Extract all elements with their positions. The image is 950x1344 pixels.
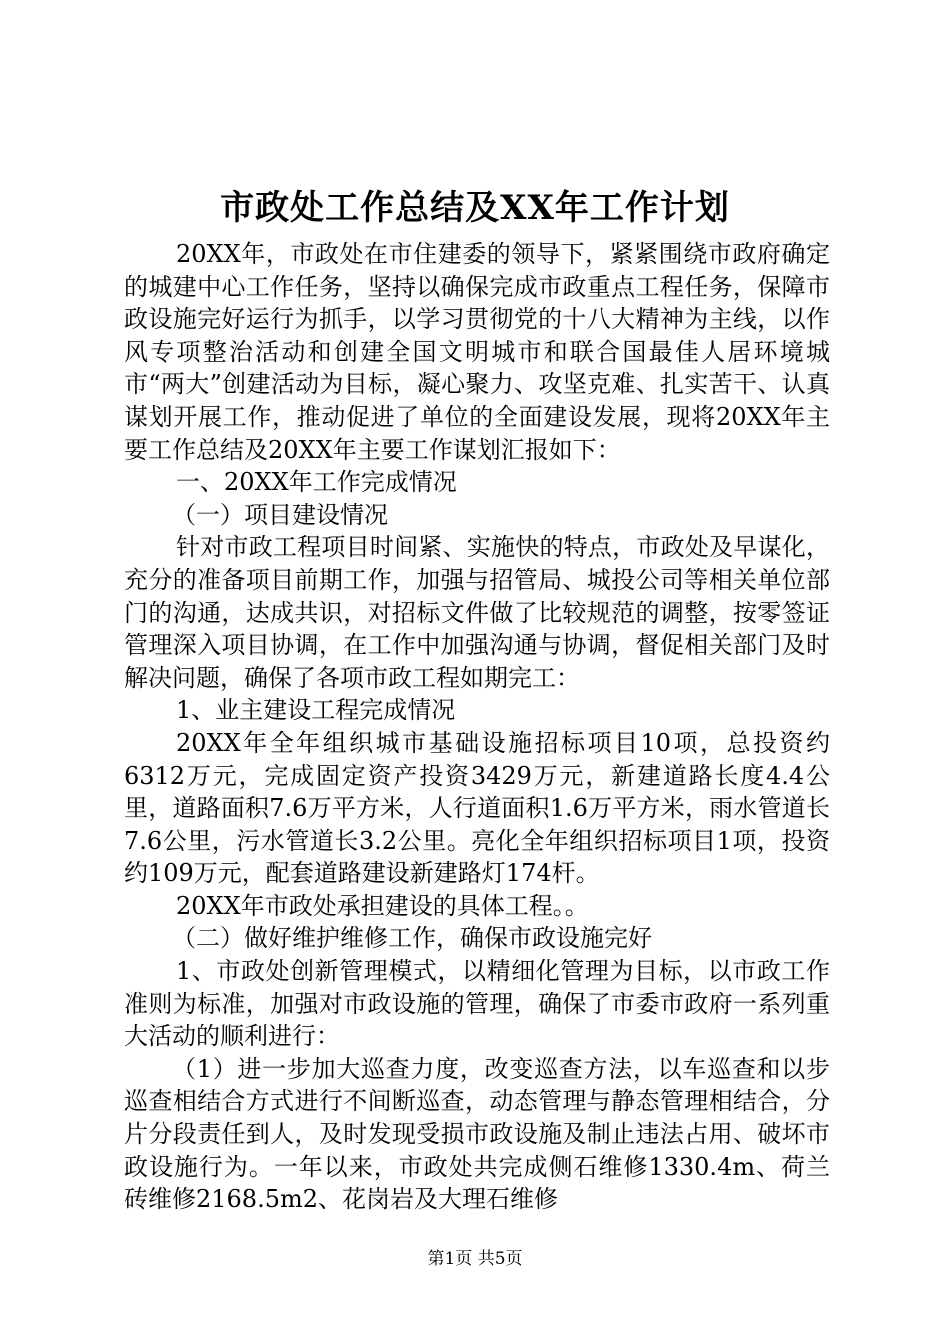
document-title: 市政处工作总结及XX年工作计划 — [220, 188, 730, 228]
page-footer: 第1页 共5页 — [427, 1249, 523, 1269]
document-body — [124, 238, 830, 1216]
section-heading-1: 一、20XX年工作完成情况 — [176, 468, 457, 497]
subsection-heading-2: （二）做好维护维修工作，确保市政设施完好 — [172, 924, 652, 953]
statistics-paragraph: 20XX年全年组织城市基础设施招标项目10项，总投资约6312万元，完成固定资产投资3429万元，新建道路长度4.4公里，道路面积7.6万平方米，人行道面积1.6万平方米，雨水管道长7.6公里，污水管道长3.2公里。亮化全年组织招标项目1项，投资约109万元，配套道路建设新建路灯174杆。 — [124, 728, 830, 888]
maintenance-paragraph: 1、市政处创新管理模式，以精细化管理为目标，以市政工作准则为标准，加强对市政设施的管理，确保了市委市政府一系列重大活动的顺利进行： — [124, 957, 830, 1051]
subsection-heading-1: （一）项目建设情况 — [172, 500, 388, 529]
intro-paragraph: 20XX年，市政处在市住建委的领导下，紧紧围绕市政府确定的城建中心工作任务，坚持以确保完成市政重点工程任务，保障市政设施完好运行为抓手，以学习贯彻党的十八大精神为主线，以作风专项整治活动和创建全国文明城市和联合国最佳人居环境城市“两大”创建活动为目标，凝心聚力、攻坚克难、扎实苦干、认真谋划开展工作，推动促进了单位的全面建设发展，现将20XX年主要工作总结及20XX年主要工作谋划汇报如下： — [124, 240, 830, 464]
project-paragraph: 针对市政工程项目时间紧、实施快的特点，市政处及早谋化，充分的准备项目前期工作，加强与招管局、城投公司等相关单位部门的沟通，达成共识，对招标文件做了比较规范的调整，按零签证管理深入项目协调，在工作中加强沟通与协调，督促相关部门及时解决问题，确保了各项市政工程如期完工： — [124, 533, 830, 692]
item-heading-1: 1、业主建设工程完成情况 — [176, 696, 456, 725]
inspection-paragraph: （1）进一步加大巡查力度，改变巡查方法，以车巡查和以步巡查相结合方式进行不间断巡查，动态管理与静态管理相结合，分片分段责任到人，及时发现受损市政设施及制止违法占用、破坏市政设施行为。一年以来，市政处共完成侧石维修1330.4m、荷兰砖维修2168.5m2、花岗岩及大理石维修 — [124, 1054, 830, 1214]
projects-note: 20XX年市政处承担建设的具体工程。。 — [176, 891, 589, 920]
